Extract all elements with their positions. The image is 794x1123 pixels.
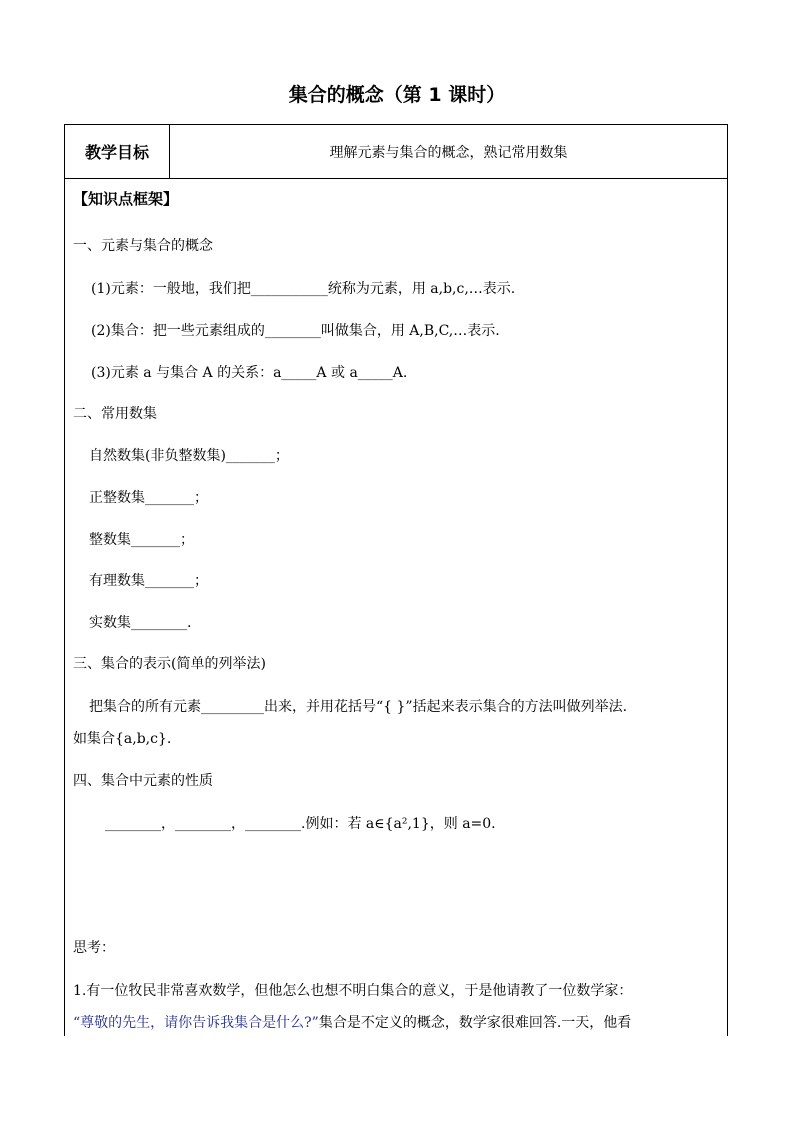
content-table	[64, 124, 728, 1036]
section-4-heading: 四、集合中元素的性质	[73, 773, 213, 789]
set-definition: (2)集合：把一些元素组成的________叫做集合，用 A,B,C,…表示.	[91, 323, 500, 339]
rationals-line: 有理数集_______；	[89, 573, 208, 589]
section-1-heading: 一、元素与集合的概念	[73, 238, 213, 254]
think-question-rest: 集合是不定义的概念，数学家很难回答.一天，他看	[318, 1015, 632, 1031]
element-set-relation: (3)元素 a 与集合 A 的关系：a_____A 或 a_____A.	[91, 365, 408, 381]
objective-row	[65, 125, 727, 179]
page-title: 集合的概念（第 1 课时）	[288, 84, 506, 106]
section-3-heading: 三、集合的表示(简单的列举法)	[73, 656, 266, 672]
element-definition: (1)元素：一般地，我们把___________统称为元素，用 a,b,c,…表示.	[91, 281, 516, 297]
think-question-line-1: 1.有一位牧民非常喜欢数学，但他怎么也想不明白集合的意义，于是他请教了一位数学家：	[73, 983, 633, 999]
think-question-line-2	[73, 1013, 631, 1033]
quoted-question: “尊敬的先生，请你告诉我集合是什么?”	[73, 1015, 319, 1031]
integers-line: 整数集_______；	[89, 532, 194, 548]
element-properties-line: ________，________，________.例如：若 a∈{a²,1}，则 a=0.	[105, 816, 496, 832]
section-2-heading: 二、常用数集	[73, 406, 157, 422]
think-heading: 思考：	[73, 940, 115, 956]
objective-content: 理解元素与集合的概念，熟记常用数集	[329, 144, 568, 161]
objective-label: 教学目标	[65, 125, 170, 178]
natural-numbers-line: 自然数集(非负整数集)_______；	[89, 448, 289, 464]
reals-line: 实数集________.	[89, 615, 192, 631]
roster-example: 如集合{a,b,c}.	[73, 731, 172, 747]
roster-method-definition: 把集合的所有元素_________出来，并用花括号“{ }”括起来表示集合的方法叫做列举法.	[89, 699, 628, 715]
positive-integers-line: 正整数集_______；	[89, 490, 208, 506]
knowledge-framework-heading: 【知识点框架】	[73, 190, 179, 208]
